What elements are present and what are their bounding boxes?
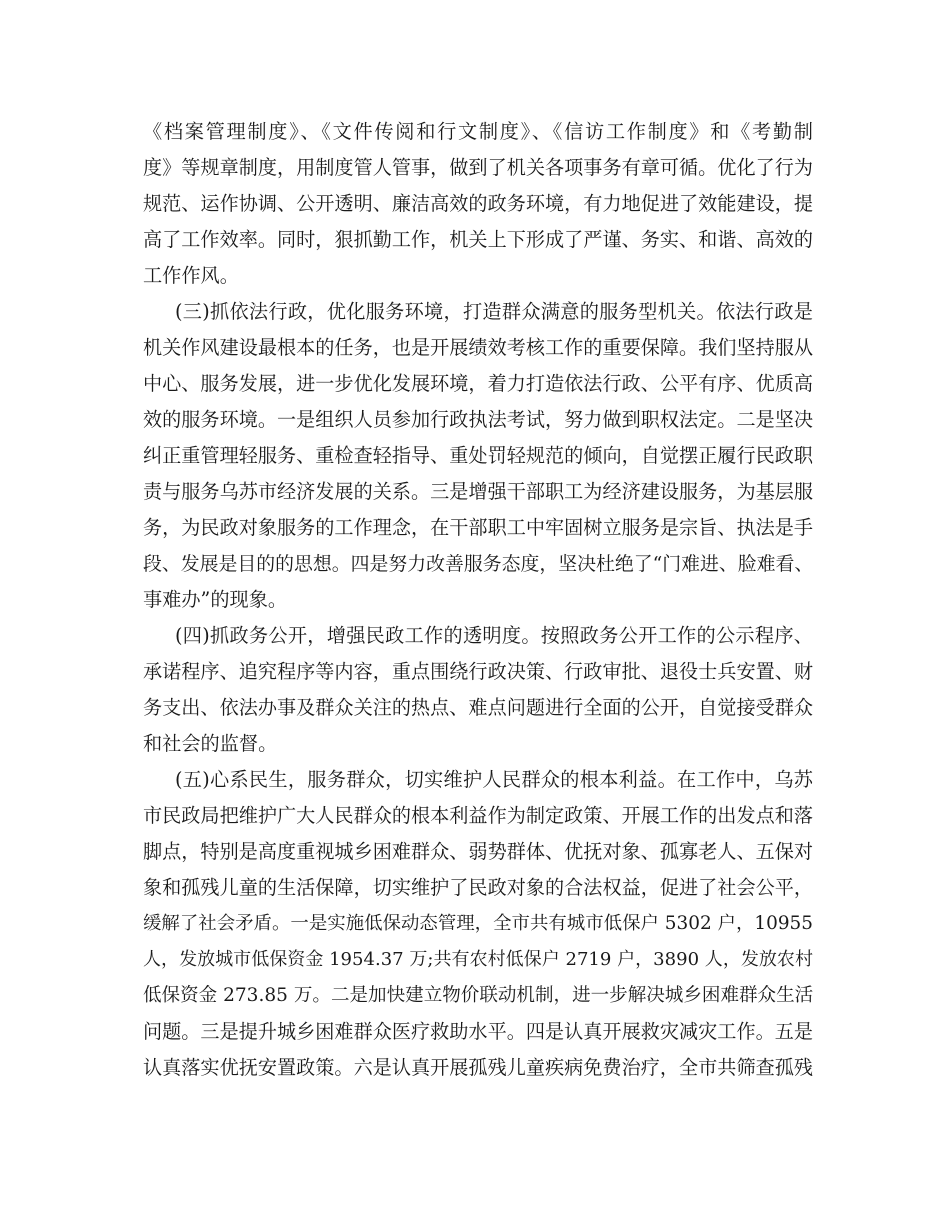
text-line: 和社会的监督。: [143, 732, 278, 755]
text-line: 问题。三是提升城乡困难群众医疗救助水平。四是认真开展救灾减灾工作。五是: [143, 1020, 813, 1043]
text-line: 度》等规章制度，用制度管人管事，做到了机关各项事务有章可循。优化了行为: [143, 156, 813, 179]
text-line: 效的服务环境。一是组织人员参加行政执法考试，努力做到职权法定。二是坚决: [143, 408, 813, 431]
text-line: 象和孤残儿童的生活保障，切实维护了民政对象的合法权益，促进了社会公平，: [143, 876, 813, 899]
text-line: 中心、服务发展，进一步优化发展环境，着力打造依法行政、公平有序、优质高: [143, 372, 813, 395]
text-line: 务支出、依法办事及群众关注的热点、难点问题进行全面的公开，自觉接受群众: [143, 696, 813, 719]
paragraph-first-line: (四)抓政务公开，增强民政工作的透明度。按照政务公开工作的公示程序、: [175, 624, 813, 647]
paragraph-first-line: (五)心系民生，服务群众，切实维护人民群众的根本利益。在工作中，乌苏: [175, 768, 813, 791]
body-text: [143, 114, 813, 1086]
text-line: 市民政局把维护广大人民群众的根本利益作为制定政策、开展工作的出发点和落: [143, 804, 813, 827]
text-line: 《档案管理制度》、《文件传阅和行文制度》、《信访工作制度》和《考勤制: [143, 120, 813, 143]
text-line: 事难办”的现象。: [143, 588, 288, 611]
text-line: 责与服务乌苏市经济发展的关系。三是增强干部职工为经济建设服务，为基层服: [143, 480, 813, 503]
text-line: 工作作风。: [143, 264, 239, 287]
text-line: 认真落实优抚安置政策。六是认真开展孤残儿童疾病免费治疗，全市共筛查孤残: [143, 1056, 813, 1079]
paragraph-first-line: (三)抓依法行政，优化服务环境，打造群众满意的服务型机关。依法行政是: [175, 300, 813, 323]
text-line: 机关作风建设最根本的任务，也是开展绩效考核工作的重要保障。我们坚持服从: [143, 336, 813, 359]
text-line: 高了工作效率。同时，狠抓勤工作，机关上下形成了严谨、务实、和谐、高效的: [143, 228, 813, 251]
text-line: 务，为民政对象服务的工作理念，在干部职工中牢固树立服务是宗旨、执法是手: [143, 516, 813, 539]
text-line: 缓解了社会矛盾。一是实施低保动态管理，全市共有城市低保户 5302 户，10955: [143, 913, 813, 934]
text-line: 低保资金 273.85 万。二是加快建立物价联动机制，进一步解决城乡困难群众生活: [143, 985, 814, 1006]
text-line: 段、发展是目的的思想。四是努力改善服务态度，坚决杜绝了“门难进、脸难看、: [143, 553, 814, 575]
text-line: 规范、运作协调、公开透明、廉洁高效的政务环境，有力地促进了效能建设，提: [143, 192, 813, 215]
text-line: 承诺程序、追究程序等内容，重点围绕行政决策、行政审批、退役士兵安置、财: [143, 660, 813, 683]
text-line: 脚点，特别是高度重视城乡困难群众、弱势群体、优抚对象、孤寡老人、五保对: [143, 840, 813, 863]
text-line: 人，发放城市低保资金 1954.37 万;共有农村低保户 2719 户，3890 人，发放农村: [143, 949, 813, 970]
text-line: 纠正重管理轻服务、重检查轻指导、重处罚轻规范的倾向，自觉摆正履行民政职: [143, 444, 813, 467]
